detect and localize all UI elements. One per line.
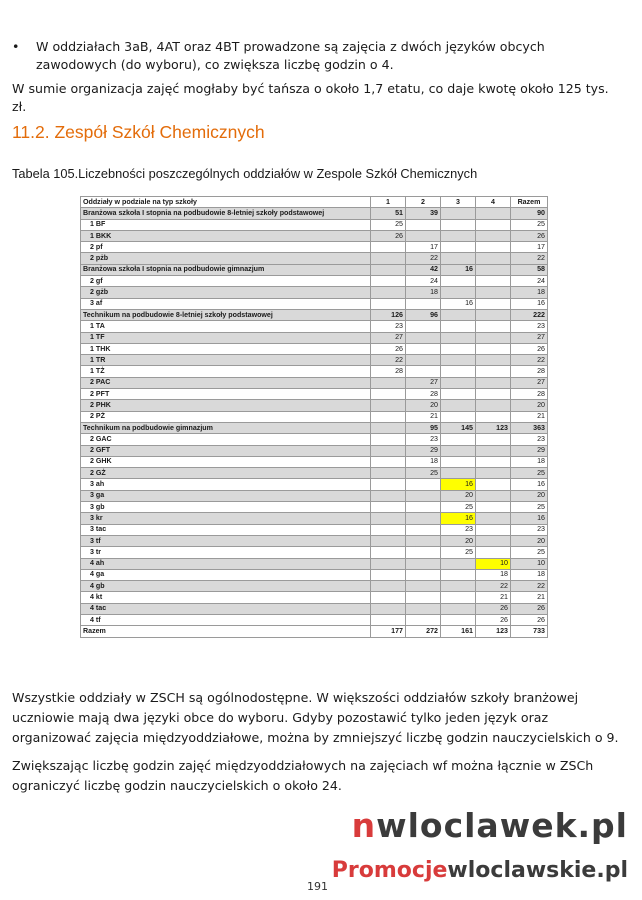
table-row	[81, 592, 548, 603]
cell-value: 17	[511, 242, 548, 253]
cell-value: 22	[511, 253, 548, 264]
table-row	[81, 558, 548, 569]
cell-value	[371, 434, 406, 445]
cell-value: 27	[511, 332, 548, 343]
cell-value	[371, 445, 406, 456]
cell-value	[371, 490, 406, 501]
cell-value: 90	[511, 208, 548, 219]
cell-value: 22	[511, 355, 548, 366]
cell-value	[406, 513, 441, 524]
cell-value	[441, 592, 476, 603]
row-label: 1 TŻ	[81, 366, 371, 377]
cell-value	[476, 355, 511, 366]
cell-value	[406, 535, 441, 546]
row-label: 4 ga	[81, 569, 371, 580]
cell-value: 177	[371, 626, 406, 637]
table-row	[81, 456, 548, 467]
header-year-2: 2	[406, 197, 441, 208]
cell-value: 18	[406, 456, 441, 467]
cell-value: 18	[476, 569, 511, 580]
table-header-row	[81, 197, 548, 208]
watermark-logo-line1	[352, 806, 628, 845]
cell-value: 25	[441, 502, 476, 513]
cell-value	[476, 321, 511, 332]
cell-value	[476, 400, 511, 411]
cell-value: 123	[476, 422, 511, 433]
cell-value: 363	[511, 422, 548, 433]
row-label: Branżowa szkoła I stopnia na podbudowie gimnazjum	[81, 264, 371, 275]
cell-value: 28	[511, 389, 548, 400]
cell-value	[476, 535, 511, 546]
cell-value	[371, 581, 406, 592]
cell-value	[441, 581, 476, 592]
cell-value	[371, 603, 406, 614]
header-total: Razem	[511, 197, 548, 208]
cell-value	[441, 276, 476, 287]
cell-value: 26	[511, 614, 548, 625]
cell-value: 145	[441, 422, 476, 433]
table-row	[81, 468, 548, 479]
table-row	[81, 569, 548, 580]
table-group-row	[81, 422, 548, 433]
watermark-logo-line2	[332, 858, 628, 883]
header-year-4: 4	[476, 197, 511, 208]
cell-value: 51	[371, 208, 406, 219]
cell-value	[476, 343, 511, 354]
cell-value	[476, 219, 511, 230]
cell-value	[441, 287, 476, 298]
table-row	[81, 434, 548, 445]
cell-value	[476, 411, 511, 422]
cell-value: 26	[476, 603, 511, 614]
cell-value	[371, 411, 406, 422]
row-label: 1 TA	[81, 321, 371, 332]
table-row	[81, 524, 548, 535]
cell-value	[441, 219, 476, 230]
cell-value	[476, 276, 511, 287]
cell-value	[371, 569, 406, 580]
cell-value	[406, 569, 441, 580]
table-row	[81, 287, 548, 298]
table-row	[81, 581, 548, 592]
table-row	[81, 490, 548, 501]
cell-value: 28	[371, 366, 406, 377]
cell-value: 18	[511, 287, 548, 298]
table-row	[81, 513, 548, 524]
cell-value: 25	[406, 468, 441, 479]
header-class-type: Oddziały w podziale na typ szkoły	[81, 197, 371, 208]
cell-value	[406, 614, 441, 625]
row-label: 3 tf	[81, 535, 371, 546]
row-label: 2 PAC	[81, 377, 371, 388]
cell-value: 42	[406, 264, 441, 275]
cell-value	[441, 309, 476, 320]
cell-value	[371, 456, 406, 467]
cell-value	[476, 298, 511, 309]
cell-value	[441, 332, 476, 343]
cell-value: 96	[406, 309, 441, 320]
cell-value: 22	[476, 581, 511, 592]
cell-value: 16	[511, 479, 548, 490]
cell-value: 27	[511, 377, 548, 388]
table-row	[81, 321, 548, 332]
row-label: 2 PŻ	[81, 411, 371, 422]
table-caption: Tabela 105.Liczebności poszczególnych oddziałów w Zespole Szkół Chemicznych	[12, 166, 478, 181]
cell-value: 27	[406, 377, 441, 388]
cell-value	[476, 287, 511, 298]
cell-value	[476, 253, 511, 264]
cell-value	[371, 468, 406, 479]
cell-value	[476, 456, 511, 467]
cell-value	[441, 468, 476, 479]
cell-value: 161	[441, 626, 476, 637]
cell-value: 25	[511, 219, 548, 230]
cell-value: 58	[511, 264, 548, 275]
cell-value	[476, 502, 511, 513]
cell-value	[406, 366, 441, 377]
row-label: Technikum na podbudowie 8-letniej szkoły podstawowej	[81, 309, 371, 320]
cell-value	[406, 581, 441, 592]
row-label: 1 TR	[81, 355, 371, 366]
cell-value	[441, 253, 476, 264]
cell-value: 25	[441, 547, 476, 558]
cell-value: 39	[406, 208, 441, 219]
cell-value: 23	[406, 434, 441, 445]
cell-value: 21	[406, 411, 441, 422]
row-label: 4 gb	[81, 581, 371, 592]
row-label: 4 ah	[81, 558, 371, 569]
cell-value: 22	[511, 581, 548, 592]
cell-value	[371, 253, 406, 264]
paragraph-cost-summary: W sumie organizacja zajęć mogłaby być tańsza o około 1,7 etatu, co daje kwotę około 125 tys. zł.	[12, 81, 609, 114]
row-label: 2 pżb	[81, 253, 371, 264]
cell-value: 24	[511, 276, 548, 287]
cell-value	[371, 242, 406, 253]
cell-value	[371, 524, 406, 535]
cell-value	[371, 479, 406, 490]
watermark-line2-rest: wloclawskie.pl	[447, 858, 628, 883]
cell-value: 26	[511, 343, 548, 354]
cell-value	[406, 603, 441, 614]
table-row	[81, 366, 548, 377]
table-row	[81, 276, 548, 287]
cell-value: 23	[511, 434, 548, 445]
cell-value: 20	[406, 400, 441, 411]
table-row	[81, 377, 548, 388]
cell-value	[476, 264, 511, 275]
table-row	[81, 547, 548, 558]
cell-value: 21	[511, 411, 548, 422]
class-size-table	[80, 196, 548, 638]
cell-value: 28	[511, 366, 548, 377]
table-row	[81, 343, 548, 354]
cell-value	[406, 298, 441, 309]
cell-value: 27	[371, 332, 406, 343]
paragraph-language-classes: Wszystkie oddziały w ZSCH są ogólnodostępne. W większości oddziałów szkoły branżowej uczniowie mają dwa języki obce do wyboru. Gdyby pozostawić tylko jeden język oraz organizować zajęcia międzyoddziałowe, można by zmniejszyć liczbę godzin nauczycielskich o 9.	[12, 690, 619, 745]
cell-value: 29	[406, 445, 441, 456]
cell-value	[371, 298, 406, 309]
cell-value: 21	[476, 592, 511, 603]
cell-value	[476, 230, 511, 241]
cell-value	[441, 208, 476, 219]
cell-value	[441, 230, 476, 241]
bullet-text: W oddziałach 3aB, 4AT oraz 4BT prowadzone są zajęcia z dwóch języków obcych zawodowych (do wyboru), co zwiększa liczbę godzin o 4.	[36, 39, 545, 72]
cell-value	[371, 535, 406, 546]
row-label: 2 gżb	[81, 287, 371, 298]
row-label: Technikum na podbudowie gimnazjum	[81, 422, 371, 433]
cell-value	[441, 343, 476, 354]
cell-value: 22	[371, 355, 406, 366]
header-year-3: 3	[441, 197, 476, 208]
cell-value: 25	[371, 219, 406, 230]
cell-value: 24	[406, 276, 441, 287]
cell-value	[476, 445, 511, 456]
cell-value: 25	[511, 547, 548, 558]
watermark-line1-first: n	[351, 806, 377, 845]
cell-value: 95	[406, 422, 441, 433]
cell-value	[476, 389, 511, 400]
cell-value	[441, 389, 476, 400]
row-label: 4 kt	[81, 592, 371, 603]
cell-value: 29	[511, 445, 548, 456]
cell-value	[371, 614, 406, 625]
cell-value	[476, 490, 511, 501]
row-label: 1 TF	[81, 332, 371, 343]
paragraph-pe-classes: Zwiększając liczbę godzin zajęć międzyoddziałowych na zajęciach wf można łącznie w ZSCh ograniczyć liczbę godzin nauczycielskich o około 24.	[12, 758, 594, 793]
cell-value	[441, 614, 476, 625]
row-label: 3 af	[81, 298, 371, 309]
cell-value	[441, 603, 476, 614]
cell-value: 16	[441, 513, 476, 524]
cell-value	[406, 592, 441, 603]
table-row	[81, 253, 548, 264]
row-label: 1 THK	[81, 343, 371, 354]
cell-value	[371, 264, 406, 275]
table-group-row	[81, 208, 548, 219]
cell-value	[406, 343, 441, 354]
cell-value: 123	[476, 626, 511, 637]
cell-value: 16	[441, 298, 476, 309]
cell-value: 23	[441, 524, 476, 535]
cell-value	[476, 479, 511, 490]
cell-value: 26	[476, 614, 511, 625]
row-label: 3 ga	[81, 490, 371, 501]
cell-value	[371, 400, 406, 411]
cell-value	[476, 468, 511, 479]
cell-value	[371, 502, 406, 513]
cell-value: 222	[511, 309, 548, 320]
cell-value	[371, 377, 406, 388]
table-row	[81, 400, 548, 411]
table-row	[81, 445, 548, 456]
row-label: 1 BKK	[81, 230, 371, 241]
row-label: 2 GFT	[81, 445, 371, 456]
cell-value	[406, 321, 441, 332]
cell-value	[371, 389, 406, 400]
cell-value: 10	[476, 558, 511, 569]
cell-value	[476, 208, 511, 219]
cell-value	[371, 592, 406, 603]
table-row	[81, 502, 548, 513]
cell-value	[406, 502, 441, 513]
row-label: 3 tac	[81, 524, 371, 535]
cell-value: 16	[441, 264, 476, 275]
cell-value	[406, 558, 441, 569]
cell-value	[371, 558, 406, 569]
cell-value: 22	[406, 253, 441, 264]
table-row	[81, 479, 548, 490]
cell-value	[406, 355, 441, 366]
row-label: 3 kr	[81, 513, 371, 524]
table-row	[81, 389, 548, 400]
cell-value: 20	[441, 535, 476, 546]
cell-value	[406, 490, 441, 501]
cell-value	[441, 445, 476, 456]
cell-value	[441, 569, 476, 580]
cell-value: 18	[511, 456, 548, 467]
table-row	[81, 614, 548, 625]
cell-value	[476, 242, 511, 253]
cell-value	[441, 456, 476, 467]
row-label: 2 PFT	[81, 389, 371, 400]
row-label: 4 tf	[81, 614, 371, 625]
cell-value	[476, 332, 511, 343]
cell-value: 733	[511, 626, 548, 637]
row-label: 2 GAC	[81, 434, 371, 445]
table-row	[81, 603, 548, 614]
cell-value: 16	[511, 298, 548, 309]
cell-value: 28	[406, 389, 441, 400]
cell-value: 10	[511, 558, 548, 569]
cell-value: 18	[406, 287, 441, 298]
row-label: 3 gb	[81, 502, 371, 513]
cell-value	[371, 287, 406, 298]
row-label: 4 tac	[81, 603, 371, 614]
cell-value: 16	[441, 479, 476, 490]
cell-value	[406, 524, 441, 535]
cell-value	[441, 242, 476, 253]
cell-value: 23	[511, 524, 548, 535]
cell-value: 23	[511, 321, 548, 332]
cell-value: 26	[371, 230, 406, 241]
row-label: 3 ah	[81, 479, 371, 490]
table-group-row	[81, 264, 548, 275]
row-label: 2 pf	[81, 242, 371, 253]
table-group-row	[81, 309, 548, 320]
cell-value: 26	[511, 230, 548, 241]
cell-value	[406, 230, 441, 241]
row-label: 3 tr	[81, 547, 371, 558]
cell-value: 23	[371, 321, 406, 332]
table-row	[81, 242, 548, 253]
table-row	[81, 332, 548, 343]
table-row	[81, 355, 548, 366]
cell-value	[441, 411, 476, 422]
cell-value	[441, 558, 476, 569]
cell-value	[406, 479, 441, 490]
section-heading: 11.2. Zespół Szkół Chemicznych	[12, 122, 265, 142]
table-body	[81, 208, 548, 637]
cell-value: 20	[511, 535, 548, 546]
bullet-symbol: •	[12, 39, 20, 54]
cell-value	[371, 513, 406, 524]
row-label: 2 GHK	[81, 456, 371, 467]
cell-value: 20	[511, 490, 548, 501]
cell-value: 21	[511, 592, 548, 603]
cell-value: 16	[511, 513, 548, 524]
page-number: 191	[307, 880, 328, 893]
cell-value	[406, 547, 441, 558]
cell-value	[441, 400, 476, 411]
table-row	[81, 298, 548, 309]
cell-value	[476, 547, 511, 558]
cell-value	[441, 355, 476, 366]
cell-value	[371, 276, 406, 287]
bullet-item	[12, 38, 624, 74]
row-label: 2 gf	[81, 276, 371, 287]
row-label: 2 GŻ	[81, 468, 371, 479]
cell-value	[441, 377, 476, 388]
watermark-line2-first: Promocje	[331, 858, 448, 883]
cell-value	[476, 524, 511, 535]
cell-value	[406, 219, 441, 230]
cell-value: 26	[511, 603, 548, 614]
watermark-line1-rest: wloclawek.pl	[376, 806, 628, 845]
row-label: Razem	[81, 626, 371, 637]
cell-value	[441, 366, 476, 377]
cell-value	[476, 366, 511, 377]
cell-value: 25	[511, 502, 548, 513]
cell-value	[371, 547, 406, 558]
cell-value	[476, 434, 511, 445]
cell-value: 126	[371, 309, 406, 320]
cell-value	[476, 513, 511, 524]
cell-value	[476, 377, 511, 388]
table-total-row	[81, 626, 548, 637]
cell-value	[476, 309, 511, 320]
cell-value	[441, 434, 476, 445]
cell-value	[371, 422, 406, 433]
table-row	[81, 230, 548, 241]
row-label: 1 BF	[81, 219, 371, 230]
cell-value: 17	[406, 242, 441, 253]
cell-value	[406, 332, 441, 343]
cell-value: 18	[511, 569, 548, 580]
table-row	[81, 535, 548, 546]
cell-value: 20	[511, 400, 548, 411]
cell-value	[441, 321, 476, 332]
row-label: 2 PHK	[81, 400, 371, 411]
table-row	[81, 219, 548, 230]
cell-value: 26	[371, 343, 406, 354]
row-label: Branżowa szkoła I stopnia na podbudowie 8-letniej szkoły podstawowej	[81, 208, 371, 219]
cell-value: 20	[441, 490, 476, 501]
table-row	[81, 411, 548, 422]
header-year-1: 1	[371, 197, 406, 208]
cell-value: 272	[406, 626, 441, 637]
cell-value: 25	[511, 468, 548, 479]
